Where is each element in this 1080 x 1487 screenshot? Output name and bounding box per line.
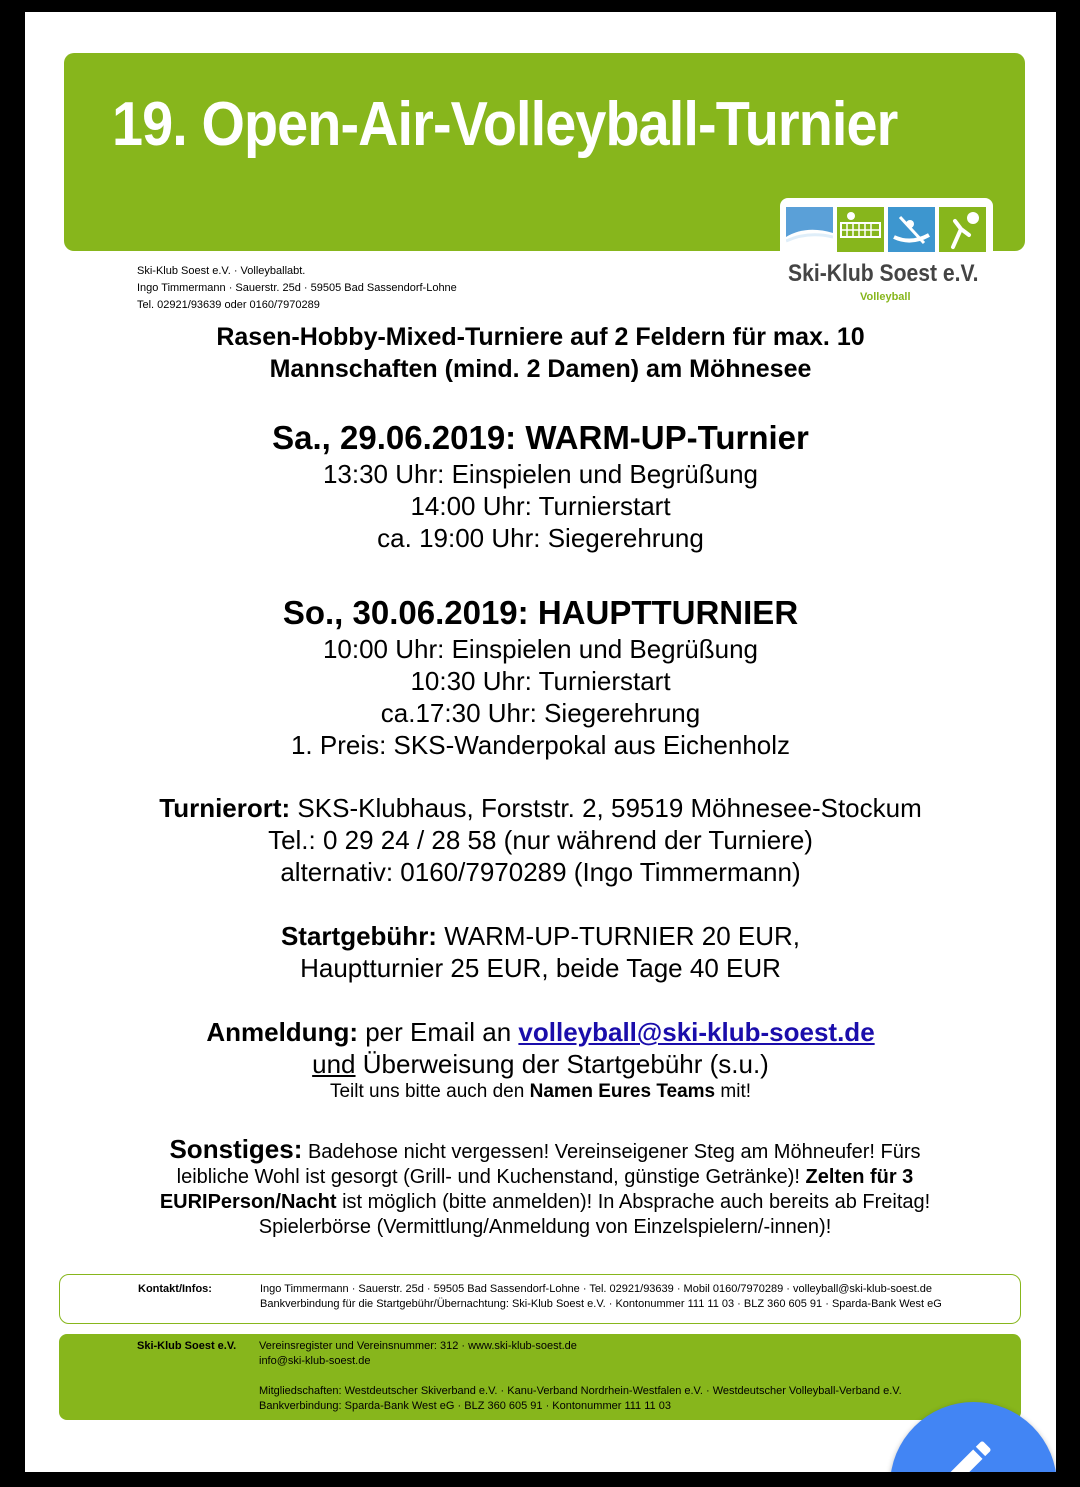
warmup-schedule: [25, 418, 1056, 554]
main-tournament-schedule: [25, 593, 1056, 761]
misc-text: ist möglich (bitte anmelden)! In Absprache auch bereits ab Freitag! Spielerbörse (Vermittlung/Anmeldung von Einzelspielern/-innen)!: [258, 1191, 931, 1238]
signup-label: Anmeldung:: [206, 1017, 358, 1047]
schedule-line: 1. Preis: SKS-Wanderpokal aus Eichenholz: [290, 730, 791, 760]
document-page: [25, 12, 1056, 1472]
address-line: Ski-Klub Soest e.V. · Volleyballabt.: [137, 265, 306, 277]
schedule-line: 13:30 Uhr: Einspielen und Begrüßung: [322, 459, 759, 489]
signup-info: [25, 1016, 1056, 1104]
schedule-line: 14:00 Uhr: Turnierstart: [410, 491, 671, 521]
footer-line: Vereinsregister und Vereinsnummer: 312 · www.ski-klub-soest.de: [259, 1340, 577, 1352]
schedule-line: ca. 19:00 Uhr: Siegerehrung: [377, 523, 704, 553]
canoe-icon: [888, 207, 935, 252]
sender-address: [137, 263, 457, 314]
contact-box: [59, 1274, 1021, 1324]
signup-note: mit!: [715, 1081, 752, 1102]
venue-address: SKS-Klubhaus, Forststr. 2, 59519 Möhnesee-Stockum: [290, 793, 922, 823]
signup-und: und: [312, 1049, 356, 1079]
ski-icon: [786, 207, 833, 252]
intro-text: [25, 321, 1056, 385]
footer-line: info@ski-klub-soest.de: [259, 1355, 371, 1367]
misc-bold: Zelten für 3 EURIPerson/Nacht: [159, 1166, 914, 1213]
volleyball-net-icon: [837, 207, 884, 252]
intro-line: Rasen-Hobby-Mixed-Turniere auf 2 Feldern für max. 10: [216, 323, 865, 351]
logo-subtitle: Volleyball: [860, 291, 911, 303]
signup-text: per Email an: [358, 1017, 519, 1047]
email-link[interactable]: volleyball@ski-klub-soest.de: [518, 1017, 875, 1047]
venue-alt-phone: alternativ: 0160/7970289 (Ingo Timmermann): [280, 857, 801, 887]
footer-line: Bankverbindung: Sparda-Bank West eG · BLZ 360 605 91 · Kontonummer 111 11 03: [259, 1400, 671, 1412]
venue-phone: Tel.: 0 29 24 / 28 58 (nur während der Turniere): [268, 825, 813, 855]
volleyball-player-icon: [939, 207, 986, 252]
edit-pencil-icon: [938, 1434, 998, 1472]
misc-label: Sonstiges:: [169, 1134, 303, 1164]
contact-line: Bankverbindung für die Startgebühr/Übernachtung: Ski-Klub Soest e.V. · Kontonummer 111 11 03 · BLZ 360 605 91 · Sparda-Bank West eG: [260, 1298, 942, 1310]
page-title: 19. Open-Air-Volleyball-Turnier: [112, 90, 898, 159]
contact-label: Kontakt/Infos:: [138, 1283, 212, 1295]
schedule-line: ca.17:30 Uhr: Siegerehrung: [380, 698, 701, 728]
address-line: Tel. 02921/93639 oder 0160/7970289: [137, 299, 320, 311]
schedule-line: 10:00 Uhr: Einspielen und Begrüßung: [322, 634, 759, 664]
logo-club-name: Ski-Klub Soest e.V.: [788, 260, 979, 287]
fees-label: Startgebühr:: [280, 921, 437, 951]
misc-info: [145, 1134, 945, 1240]
signup-note: Teilt uns bitte auch den: [329, 1081, 530, 1102]
fees-line: WARM-UP-TURNIER 20 EUR,: [436, 921, 801, 951]
misc-text: Badehose nicht vergessen! Vereinseigener Steg am Möhneufer! Fürs leibliche Wohl ist gesorgt (Grill- und Kuchenstand, günstige Getränke)!: [176, 1141, 921, 1188]
fees-line: Hauptturnier 25 EUR, beide Tage 40 EUR: [300, 953, 781, 983]
venue-label: Turnierort:: [159, 793, 291, 823]
club-logo: [780, 198, 993, 308]
main-tournament-title: So., 30.06.2019: HAUPTTURNIER: [282, 594, 799, 631]
signup-note-bold: Namen Eures Teams: [529, 1081, 716, 1102]
address-line: Ingo Timmermann · Sauerstr. 25d · 59505 Bad Sassendorf-Lohne: [137, 282, 457, 294]
fees-info: [25, 920, 1056, 984]
club-footer: [59, 1334, 1021, 1420]
signup-text: Überweisung der Startgebühr (s.u.): [355, 1049, 769, 1079]
footer-line: Mitgliedschaften: Westdeutscher Skiverband e.V. · Kanu-Verband Nordrhein-Westfalen e.V. · Westdeutscher Volleyball-Verband e.V.: [259, 1385, 902, 1397]
venue-info: [25, 792, 1056, 888]
warmup-title: Sa., 29.06.2019: WARM-UP-Turnier: [272, 419, 809, 456]
intro-line: Mannschaften (mind. 2 Damen) am Möhnesee: [269, 355, 812, 383]
schedule-line: 10:30 Uhr: Turnierstart: [410, 666, 671, 696]
footer-label: Ski-Klub Soest e.V.: [137, 1340, 237, 1352]
contact-line: Ingo Timmermann · Sauerstr. 25d · 59505 Bad Sassendorf-Lohne · Tel. 02921/93639 · Mobil 0160/7970289 · volleyball@ski-klub-soest.de: [260, 1283, 932, 1295]
